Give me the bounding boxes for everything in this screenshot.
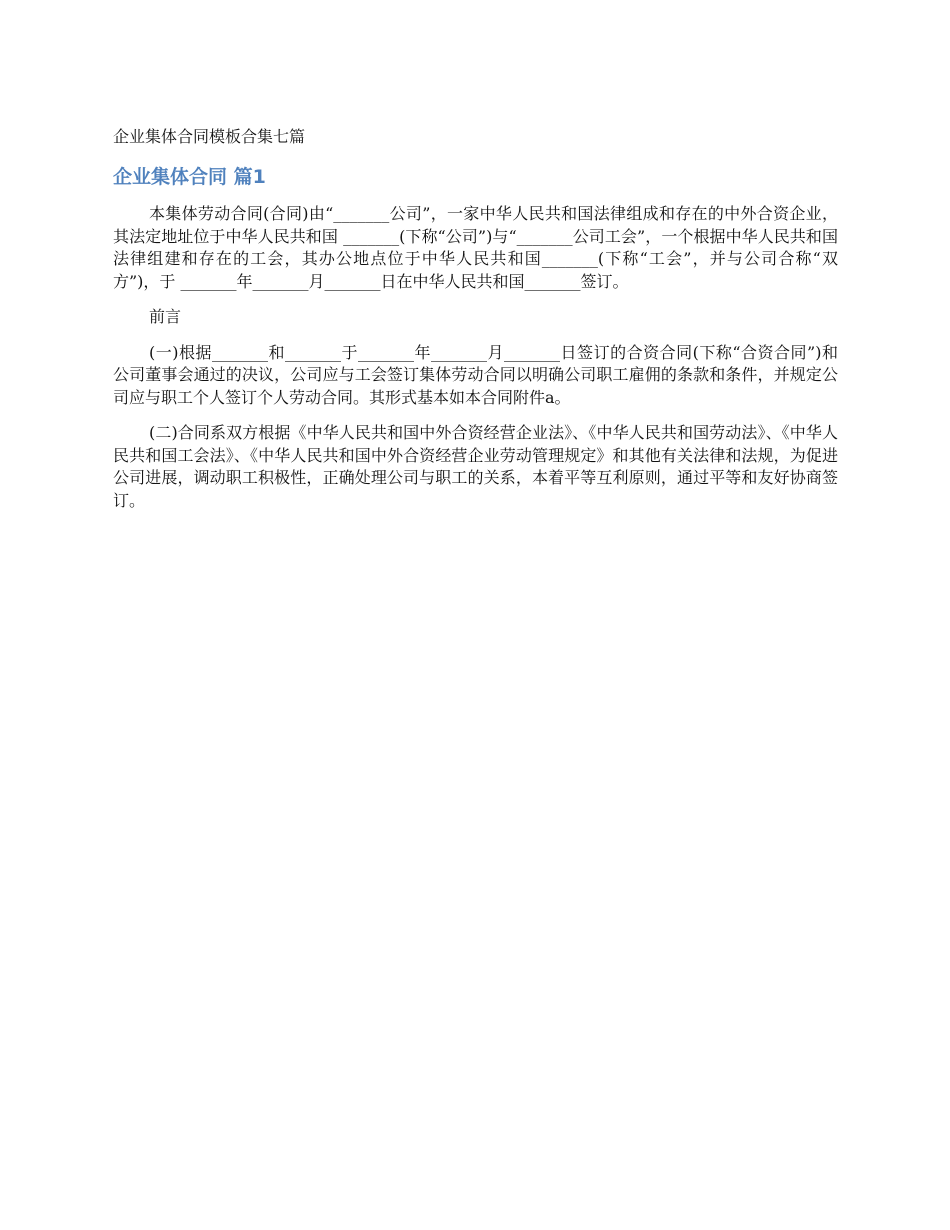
document-body (113, 126, 838, 525)
section-heading: 企业集体合同 篇1 (113, 166, 266, 188)
paragraph-clause-2: (二)合同系双方根据《中华人民共和国中外合资经营企业法》、《中华人民共和国劳动法》、《中华人民共和国工会法》、《中华人民共和国中外合资经营企业劳动管理规定》和其他有关法律和法规，为促进公司进展，调动职工积极性，正确处理公司与职工的关系，本着平等互利原则，通过平等和友好协商签订。 (113, 423, 838, 510)
paragraph-clause-1: (一)根据_______和_______于_______年_______月_______日签订的合资合同(下称“合资合同”)和公司董事会通过的决议，公司应与工会签订集体劳动合同以明确公司职工雇佣的条款和条件，并规定公司应与职工个人签订个人劳动合同。其形式基本如本合同附件a。 (113, 342, 838, 407)
paragraph-intro: 本集体劳动合同(合同)由“_______公司”，一家中华人民共和国法律组成和存在的中外合资企业，其法定地址位于中华人民共和国 _______(下称“公司”)与“_______公司工会”，一个根据中华人民共和国法律组建和存在的工会，其办公地点位于中华人民共和国_______(下称“工会”，并与公司合称“双方”)，于 _______年_______月_______日在中华人民共和国_______签订。 (113, 204, 838, 291)
document-title: 企业集体合同模板合集七篇 (113, 127, 306, 146)
paragraph-preface-heading: 前言 (149, 307, 182, 326)
